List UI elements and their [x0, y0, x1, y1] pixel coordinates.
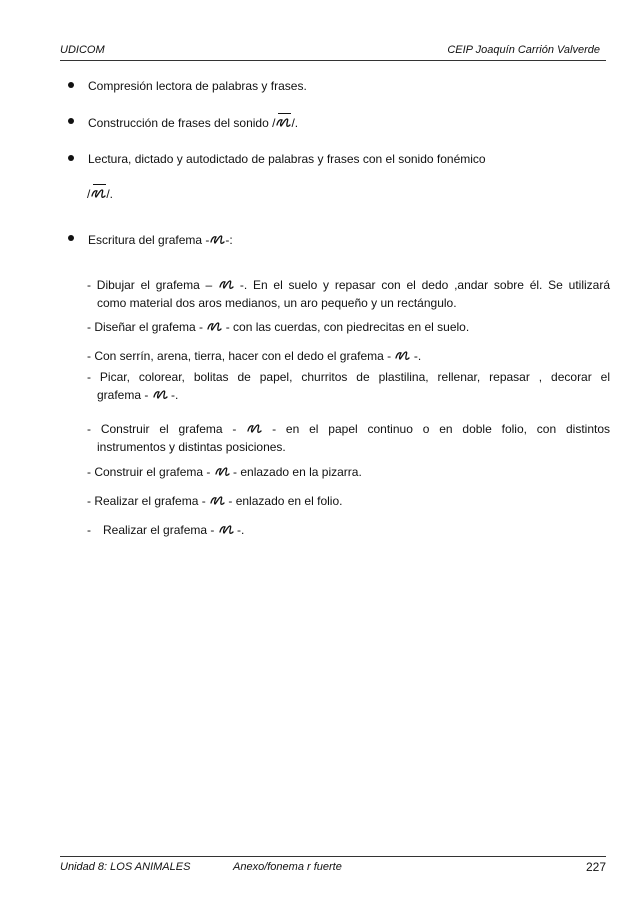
rr-grapheme-icon — [214, 463, 230, 479]
bullet-dot — [68, 118, 74, 124]
rr-grapheme-icon — [394, 347, 410, 363]
activity-line: - Dibujar el grafema – -. En el suelo y repasar con el dedo ,andar sobre él. Se utilizará — [87, 278, 611, 292]
phoneme-pre: / — [87, 187, 91, 201]
bullet-text-pre: Construcción de frases del sonido / — [88, 116, 276, 130]
rr-grapheme-icon — [206, 318, 222, 334]
bullet-text — [88, 231, 233, 248]
header-right: CEIP Joaquín Carrión Valverde — [447, 44, 600, 56]
bullet-dot — [68, 155, 74, 161]
bullet-text: Lectura, dictado y autodictado de palabras y frases con el sonido fonémico — [88, 152, 486, 166]
page-header — [60, 42, 606, 61]
activity-line: - Picar, colorear, bolitas de papel, churritos de plastilina, rellenar, repasar , decorar el — [87, 370, 610, 384]
activity-line: - Realizar el grafema - - enlazado en el folio. — [87, 494, 343, 508]
activity-continuation: instrumentos y distintas posiciones. — [97, 440, 286, 454]
page-footer — [60, 856, 606, 877]
rr-grapheme-icon — [218, 276, 234, 292]
activity-line: - Diseñar el grafema - - con las cuerdas, con piedrecitas en el suelo. — [87, 320, 470, 334]
activity-line: - Construir el grafema - - en el papel continuo o en doble folio, con distintos — [87, 422, 611, 436]
rr-grapheme-icon — [90, 185, 106, 201]
bullet-text-pre: Escritura del grafema - — [88, 233, 210, 247]
activity-item — [87, 420, 610, 456]
overline-grapheme — [275, 114, 291, 131]
rr-grapheme-icon — [275, 114, 291, 130]
activity-item — [87, 521, 610, 539]
activity-item — [87, 318, 610, 336]
rr-grapheme-icon — [209, 492, 225, 508]
page-number: 227 — [585, 860, 606, 874]
phoneme-line — [87, 185, 113, 201]
bullet-text-post: /. — [291, 116, 299, 130]
rr-grapheme-icon — [152, 386, 168, 402]
activity-item — [87, 347, 610, 365]
activity-continuation: como material dos aros medianos, un aro pequeño y un rectángulo. — [97, 296, 457, 310]
activity-item — [87, 276, 610, 312]
activity-item — [87, 368, 610, 404]
bullet-dot — [68, 235, 74, 241]
phoneme-post: /. — [106, 187, 114, 201]
rr-grapheme-icon — [246, 420, 262, 436]
activity-continuation: grafema - -. — [97, 388, 179, 402]
activity-line: - Realizar el grafema - -. — [87, 523, 245, 537]
rr-grapheme-icon — [218, 521, 234, 537]
activity-line: - Construir el grafema - - enlazado en la pizarra. — [87, 465, 362, 479]
bullet-text: Compresión lectora de palabras y frases. — [88, 79, 307, 93]
bullet-text-post: -: — [225, 233, 233, 247]
activity-item — [87, 463, 610, 481]
activity-item — [87, 492, 610, 510]
header-left: UDICOM — [60, 44, 105, 56]
overline-grapheme — [90, 185, 106, 201]
rr-grapheme-icon — [209, 231, 225, 247]
activity-line: - Con serrín, arena, tierra, hacer con el dedo el grafema - -. — [87, 349, 422, 363]
bullet-text — [88, 114, 298, 131]
bullet-dot — [68, 82, 74, 88]
footer-unit: Unidad 8: LOS ANIMALES — [60, 861, 191, 873]
activity-dash: - — [87, 523, 91, 537]
footer-annex: Anexo/fonema r fuerte — [233, 861, 342, 873]
